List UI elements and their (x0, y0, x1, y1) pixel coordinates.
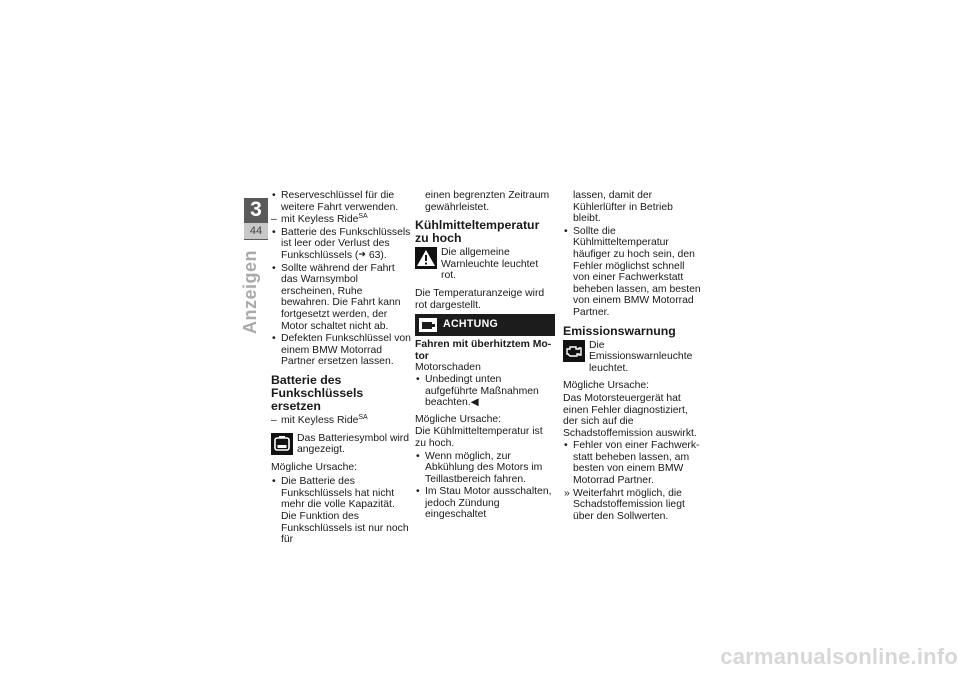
page-ref-arrow-icon: ➜ (358, 248, 366, 259)
column-2 (415, 190, 555, 522)
indicator-text: Das Batteriesymbol wird angezeigt. (297, 432, 410, 456)
engine-emission-icon (563, 340, 585, 362)
list-item (415, 374, 555, 409)
list-item: • Reserveschlüssel für die weitere Fahrt verwenden. (271, 190, 411, 213)
engine-warning-icon (418, 316, 438, 334)
keyless-label: mit Keyless Ride (281, 414, 359, 426)
key-battery-icon (271, 433, 293, 455)
general-warning-indicator (415, 247, 555, 282)
bullet-list (271, 476, 411, 546)
sa-mark: SA (358, 213, 368, 221)
continued-text: lassen, damit der Kühlerlüfter in Betrieb bleibt. (573, 190, 673, 225)
continued-text: einen begrenzten Zeitraum gewährleistet. (425, 190, 550, 213)
list-item: • Fehler von einer Fachwerkstatt beheben lassen, am besten von einem BMW Motorrad Partner. (563, 440, 703, 486)
section-heading: Batterie des Funkschlüssels ersetzen (271, 372, 364, 413)
battery-text: Batterie des Funkschlüssels ist leer oder Verlust des Funkschlüssels ( (281, 226, 411, 261)
indicator-text: Die Emissionswarnleuchte leuchtet. (589, 339, 693, 374)
emission-indicator (563, 340, 703, 375)
achtung-label: ACHTUNG (443, 318, 499, 331)
list-item: • Wenn möglich, zur Abkühlung des Motors im Teillastbereich fahren. (415, 451, 555, 486)
bullet-list (271, 190, 411, 213)
list-item: • Sollte die Kühlmitteltemperatur häufiger zu hoch sein, den Fehler möglichst schnell von einer Fachwerkstatt beheben lassen, am besten von einem BMW Motorrad Partner. (563, 226, 703, 319)
chapter-number: 3 (250, 198, 262, 221)
list-item: » Weiterfahrt möglich, die Schadstoffemission liegt über den Sollwerten. (563, 488, 703, 523)
end-mark-icon: ◀ (470, 397, 479, 409)
result-list (563, 488, 703, 523)
bullet-list (563, 226, 703, 319)
cause-label: Mögliche Ursache: (563, 380, 650, 392)
achtung-subtitle: Motorschaden (415, 362, 481, 374)
watermark: carmanualsonline.info (720, 644, 958, 669)
bullet-list (415, 374, 555, 409)
cause-label: Mögliche Ursache: (415, 413, 502, 425)
keyless-condition (271, 415, 411, 427)
sa-mark: SA (358, 413, 368, 421)
bullet-list (563, 440, 703, 486)
keyless-condition (271, 214, 411, 226)
cause-text: Die Kühlmitteltemperatur ist zu hoch. (415, 426, 543, 449)
page-ref[interactable]: 63). (368, 249, 387, 261)
section-heading: Emissionswarnung (563, 323, 676, 338)
column-3 (563, 190, 703, 523)
list-item: • Im Stau Motor ausschalten, jedoch Zündung eingeschaltet (415, 486, 555, 521)
chapter-title: Anzeigen (240, 249, 260, 334)
list-item: • Defekten Funkschlüssel von einem BMW Motorrad Partner ersetzen lassen. (271, 333, 411, 368)
section-heading: Kühlmitteltemperatur zu hoch (415, 218, 540, 246)
page-number: 44 (244, 223, 268, 239)
battery-indicator (271, 433, 411, 456)
achtung-bullet-text: Unbedingt unten aufgeführte Maßnahmen beachten. (425, 373, 539, 409)
achtung-bar (415, 314, 555, 336)
indicator-text: Die allgemeine Warnleuchte leuchtet rot. (441, 247, 539, 282)
column-1 (271, 190, 411, 547)
list-item (271, 227, 411, 262)
warning-triangle-icon (415, 247, 437, 269)
list-item: • Sollte während der Fahrt das Warnsymbol erscheinen, Ruhe bewahren. Die Fahrt kann fortgesetzt werden, der Motor schaltet nicht ab. (271, 263, 411, 333)
keyless-label: mit Keyless Ride (281, 214, 359, 226)
cause-label: Mögliche Ursache: (271, 461, 358, 473)
bullet-list (415, 451, 555, 522)
achtung-title: Fahren mit überhitztem Motor (415, 339, 552, 362)
list-item: • Die Batterie des Funkschlüssels hat nicht mehr die volle Kapazität. Die Funktion des Funkschlüssels ist nur noch für (271, 476, 411, 546)
chapter-tab (244, 198, 268, 240)
temp-display-text: Die Temperaturanzeige wird rot dargestellt. (415, 287, 545, 311)
cause-text: Das Motorsteuergerät hat einen Fehler diagnostiziert, der sich auf die Schadstoffemission auswirkt. (563, 392, 697, 439)
bullet-list (271, 227, 411, 368)
